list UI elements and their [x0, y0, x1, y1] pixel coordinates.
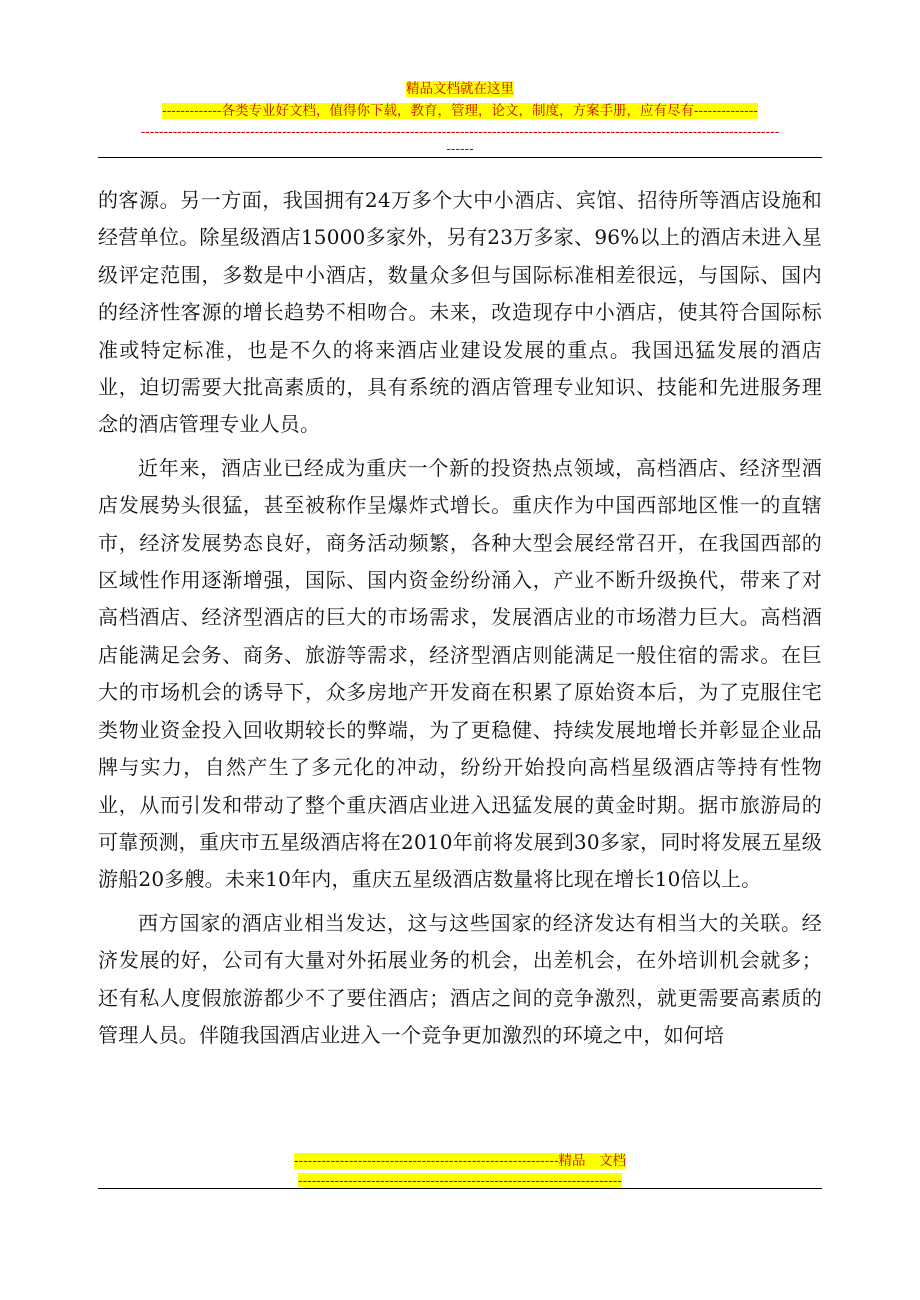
- header-title: 精品文档就在这里: [406, 81, 514, 97]
- paragraph-1: 的客源。另一方面，我国拥有24万多个大中小酒店、宾馆、招待所等酒店设施和经营单位。除星级酒店15000多家外，另有23万多家、96%以上的酒店未进入星级评定范围，多数是中小酒店，数量众多但与国际标准相差很远，与国际、国内的经济性客源的增长趋势不相吻合。未来，改造现存中小酒店，使其符合国际标准或特定标准，也是不久的将来酒店业建设发展的重点。我国迅猛发展的酒店业，迫切需要大批高素质的，具有系统的酒店管理专业知识、技能和先进服务理念的酒店管理专业人员。: [98, 188, 822, 437]
- paragraph-3: 西方国家的酒店业相当发达，这与这些国家的经济发达有相当大的关联。经济发展的好，公司有大量对外拓展业务的机会，出差机会，在外培训机会就多；还有私人度假旅游都少不了要住酒店；酒店之间的竞争激烈，就更需要高素质的管理人员。伴随我国酒店业进入一个竞争更加激烈的环境之中，如何培: [98, 910, 822, 1047]
- header-dashes-line: --------------------------------------------------------------------------------------------------------------------------------------------: [140, 124, 780, 140]
- header-dashes-line-short: ------: [446, 141, 474, 157]
- footer-line-1: ----------------------------------------------------------精品 文档: [293, 1153, 627, 1169]
- footer-divider: [98, 1188, 822, 1189]
- document-body: [98, 182, 822, 1054]
- header-title-row: [98, 78, 822, 98]
- header-tagline: -------------各类专业好文档，值得你下载，教育，管理，论文，制度，方案手册，应有尽有--------------: [162, 103, 758, 119]
- footer-line-1-row: [98, 1150, 822, 1170]
- paragraph-2: 近年来，酒店业已经成为重庆一个新的投资热点领域，高档酒店、经济型酒店发展势头很猛，甚至被称作呈爆炸式增长。重庆作为中国西部地区惟一的直辖市，经济发展势态良好，商务活动频繁，各种大型会展经常召开，在我国西部的区域性作用逐渐增强，国际、国内资金纷纷涌入，产业不断升级换代，带来了对高档酒店、经济型酒店的巨大的市场需求，发展酒店业的市场潜力巨大。高档酒店能满足会务、商务、旅游等需求，经济型酒店则能满足一般住宿的需求。在巨大的市场机会的诱导下，众多房地产开发商在积累了原始资本后，为了克服住宅类物业资金投入回收期较长的弊端，为了更稳健、持续发展地增长并彰显企业品牌与实力，自然产生了多元化的冲动，纷纷开始投向高档星级酒店等持有性物业，从而引发和带动了整个重庆酒店业进入迅猛发展的黄金时期。据市旅游局的可靠预测，重庆市五星级酒店将在2010年前将发展到30多家，同时将发展五星级游船20多艘。未来10年内，重庆五星级酒店数量将比现在增长10倍以上。: [98, 455, 822, 892]
- footer-line-2: -----------------------------------------------------------------------: [298, 1173, 622, 1189]
- header-tagline-row: [98, 100, 822, 120]
- footer-line-2-row: [98, 1170, 822, 1190]
- page-footer: [98, 1150, 822, 1190]
- header-divider: [98, 157, 822, 158]
- page-header: [98, 78, 822, 158]
